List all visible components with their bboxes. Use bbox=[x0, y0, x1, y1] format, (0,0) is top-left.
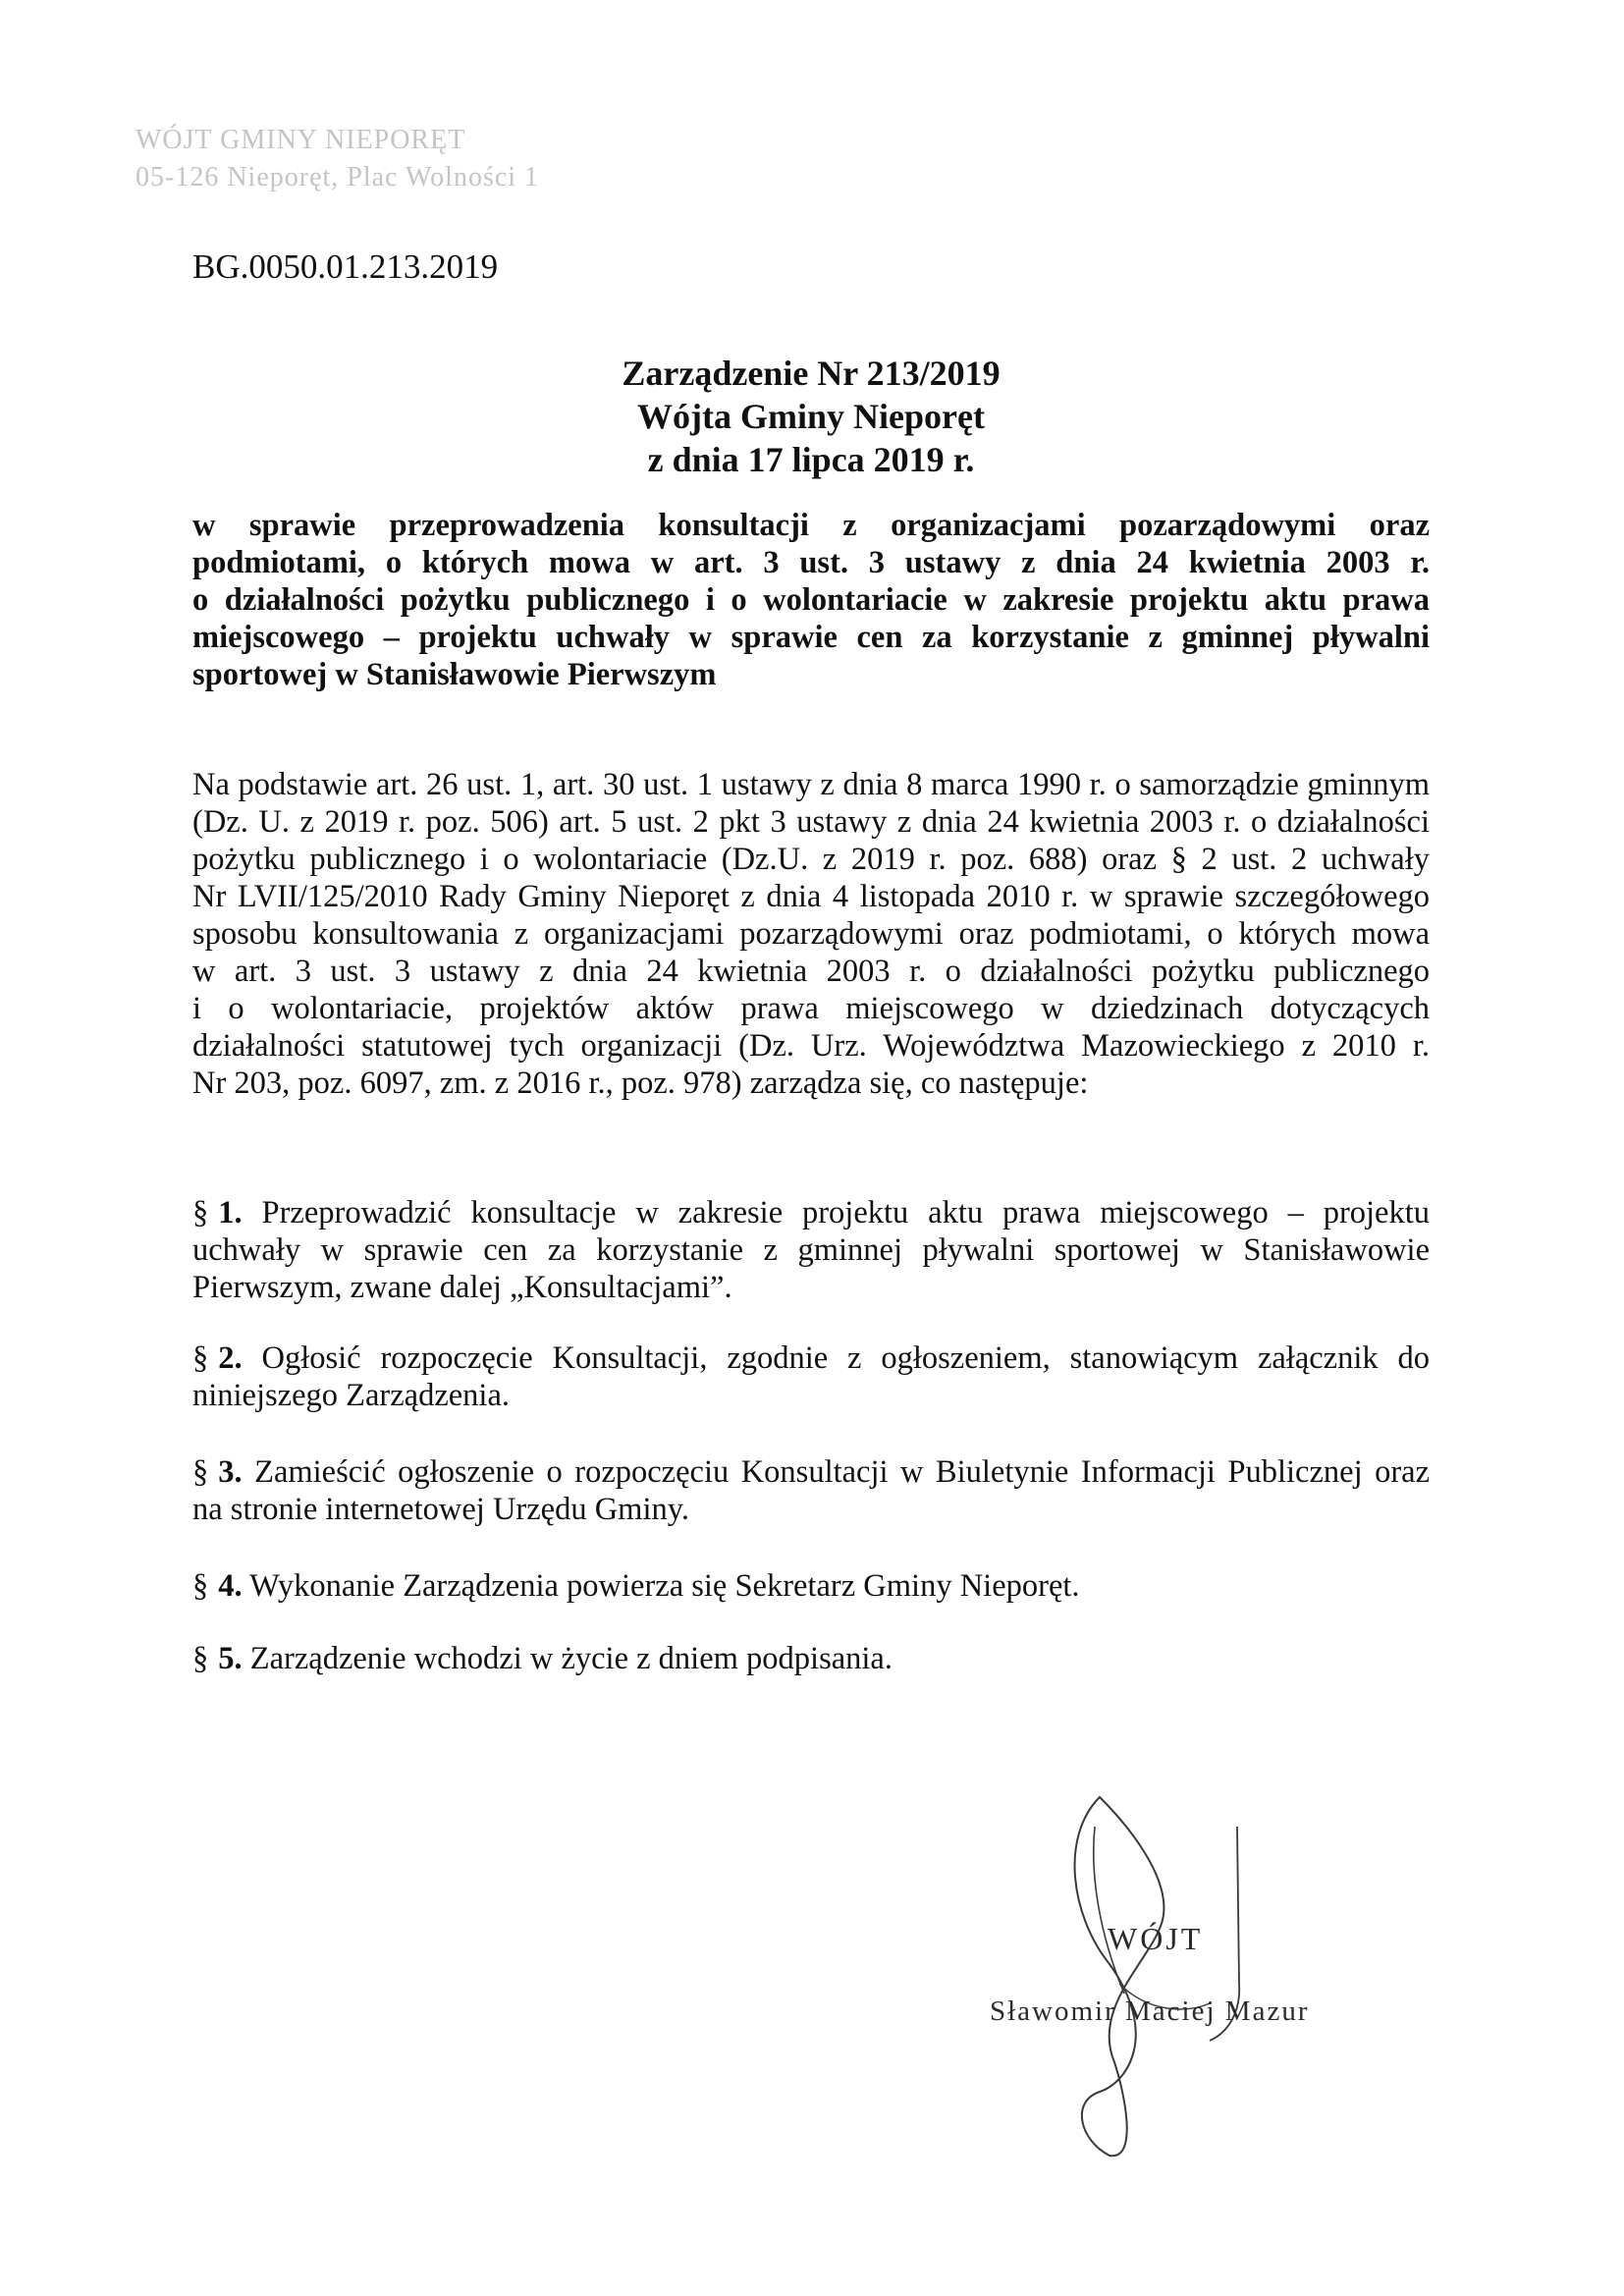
stamp-line-1: WÓJT GMINY NIEPORĘT bbox=[135, 125, 466, 155]
legal-basis-line: i o wolontariacie, projektów aktów prawa miejscowego w dziedzinach dotyczących bbox=[192, 991, 1430, 1026]
legal-basis-line: Na podstawie art. 26 ust. 1, art. 30 ust. 1 ustawy z dnia 8 marca 1990 r. o samorządzie gminnym bbox=[192, 767, 1430, 802]
paragraph-text: Wykonanie Zarządzenia powierza się Sekretarz Gminy Nieporęt. bbox=[249, 1568, 1080, 1604]
handwritten-signature bbox=[952, 1768, 1375, 2180]
reference-number: BG.0050.01.213.2019 bbox=[192, 247, 499, 286]
heading-issuer: Wójta Gminy Nieporęt bbox=[637, 397, 985, 436]
paragraph-number: 3. bbox=[218, 1454, 243, 1490]
paragraph-text: Pierwszym, zwane dalej „Konsultacjami”. bbox=[192, 1270, 732, 1305]
subject-line: podmiotami, o których mowa w art. 3 ust. 3 ustawy z dnia 24 kwietnia 2003 r. bbox=[192, 545, 1430, 580]
paragraph-1 bbox=[192, 1194, 1430, 1306]
legal-basis bbox=[192, 766, 1430, 1102]
section-symbol: § bbox=[192, 1641, 209, 1676]
legal-basis-line: (Dz. U. z 2019 r. poz. 506) art. 5 ust. 2 pkt 3 ustawy z dnia 24 kwietnia 2003 r. o działalności bbox=[192, 804, 1430, 840]
legal-basis-line: Nr LVII/125/2010 Rady Gminy Nieporęt z dnia 4 listopada 2010 r. w sprawie szczegółowego bbox=[192, 879, 1430, 914]
paragraph-text: Zarządzenie wchodzi w życie z dniem podpisania. bbox=[249, 1641, 893, 1676]
section-symbol: § bbox=[192, 1195, 209, 1230]
paragraph-2 bbox=[192, 1339, 1430, 1414]
paragraph-text: Zamieścić ogłoszenie o rozpoczęciu Konsultacji w Biuletynie Informacji Publicznej oraz bbox=[254, 1454, 1430, 1490]
signature-name: Sławomir Maciej Mazur bbox=[990, 1995, 1310, 2027]
paragraph-text: Przeprowadzić konsultacje w zakresie projektu aktu prawa miejscowego – projektu bbox=[261, 1195, 1430, 1230]
legal-basis-line: działalności statutowej tych organizacji (Dz. Urz. Województwa Mazowieckiego z 2010 r. bbox=[192, 1028, 1430, 1064]
paragraph-text: niniejszego Zarządzenia. bbox=[192, 1378, 511, 1413]
signature-title: WÓJT bbox=[1108, 1921, 1204, 1956]
subject-line: sportowej w Stanisławowie Pierwszym bbox=[192, 657, 717, 692]
subject-line: miejscowego – projektu uchwały w sprawie cen za korzystanie z gminnej pływalni bbox=[192, 620, 1430, 655]
section-symbol: § bbox=[192, 1568, 209, 1604]
paragraph-4 bbox=[192, 1567, 1430, 1605]
paragraph-number: 1. bbox=[218, 1195, 243, 1230]
subject-line: o działalności pożytku publicznego i o wolontariacie w zakresie projektu aktu prawa bbox=[192, 582, 1430, 618]
paragraph-number: 4. bbox=[218, 1568, 243, 1604]
document-subject bbox=[192, 507, 1430, 693]
office-stamp bbox=[135, 122, 539, 196]
legal-basis-line: Nr 203, poz. 6097, zm. z 2016 r., poz. 978) zarządza się, co następuje: bbox=[192, 1066, 1089, 1101]
paragraph-number: 2. bbox=[218, 1340, 243, 1376]
signature-block bbox=[952, 1768, 1375, 2180]
section-symbol: § bbox=[192, 1454, 209, 1490]
paragraph-number: 5. bbox=[218, 1641, 243, 1676]
paragraph-3 bbox=[192, 1453, 1430, 1528]
section-symbol: § bbox=[192, 1340, 209, 1376]
paragraph-text: uchwały w sprawie cen za korzystanie z gminnej pływalni sportowej w Stanisławowie bbox=[192, 1232, 1430, 1268]
legal-basis-line: pożytku publicznego i o wolontariacie (Dz.U. z 2019 r. poz. 688) oraz § 2 ust. 2 uchwały bbox=[192, 842, 1430, 877]
paragraph-5 bbox=[192, 1640, 1430, 1677]
stamp-line-2: 05-126 Nieporęt, Plac Wolności 1 bbox=[135, 162, 540, 192]
paragraph-text: na stronie internetowej Urzędu Gminy. bbox=[192, 1492, 690, 1527]
document-heading bbox=[192, 352, 1430, 481]
heading-date: z dnia 17 lipca 2019 r. bbox=[647, 440, 975, 479]
heading-title: Zarządzenie Nr 213/2019 bbox=[622, 354, 1001, 393]
paragraph-text: Ogłosić rozpoczęcie Konsultacji, zgodnie z ogłoszeniem, stanowiącym załącznik do bbox=[261, 1340, 1431, 1376]
subject-line: w sprawie przeprowadzenia konsultacji z organizacjami pozarządowymi oraz bbox=[192, 508, 1430, 543]
legal-basis-line: sposobu konsultowania z organizacjami pozarządowymi oraz podmiotami, o których mowa bbox=[192, 916, 1430, 952]
legal-basis-line: w art. 3 ust. 3 ustawy z dnia 24 kwietnia 2003 r. o działalności pożytku publicznego bbox=[192, 954, 1430, 989]
